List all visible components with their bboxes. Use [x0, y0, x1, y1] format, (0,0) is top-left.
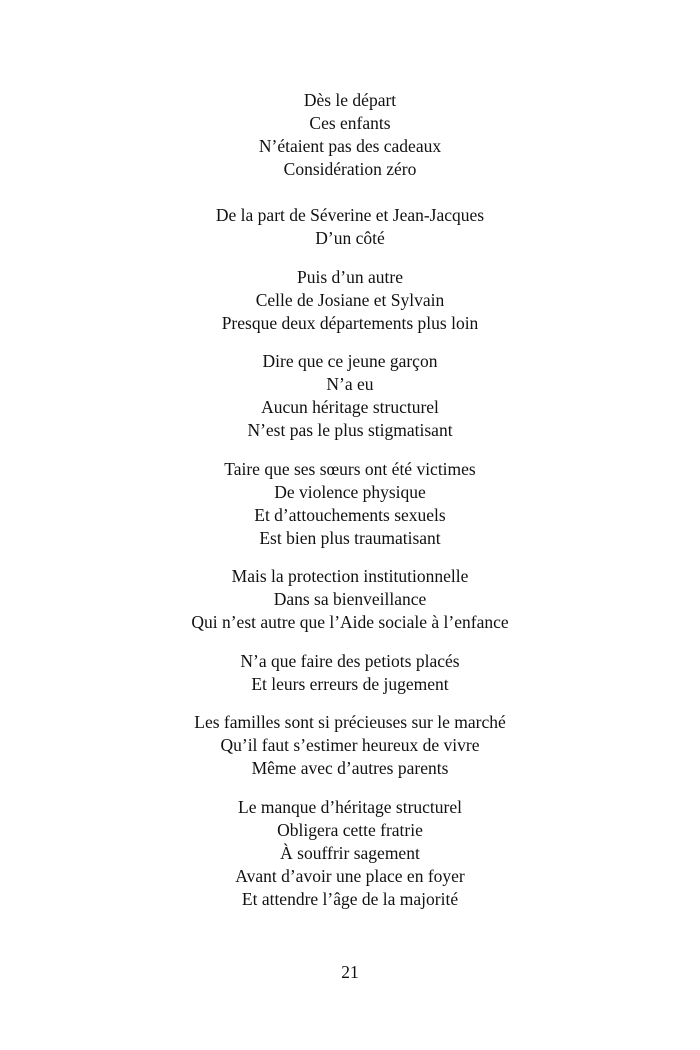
poem-line: Qu’il faut s’estimer heureux de vivre	[220, 735, 480, 755]
poem-line: Est bien plus traumatisant	[259, 527, 441, 548]
poem-line: Taire que ses sœurs ont été victimes	[224, 458, 476, 479]
poem-line: Qui n’est autre que l’Aide sociale à l’enfance	[191, 612, 509, 632]
poem-line: Dire que ce jeune garçon	[262, 351, 438, 371]
poem-line: Celle de Josiane et Sylvain	[255, 289, 445, 310]
poem-body	[0, 89, 700, 911]
stanza-6	[0, 565, 700, 634]
poem-line: Considération zéro	[283, 159, 417, 179]
poem-line: N’étaient pas des cadeaux	[258, 136, 442, 156]
poem-line: N’a que faire des petiots placés	[240, 650, 460, 671]
poem-line: De violence physique	[274, 481, 426, 502]
stanza-7	[0, 650, 700, 696]
poem-line: À souffrir sagement	[280, 842, 420, 863]
poem-line: Puis d’un autre	[297, 266, 403, 287]
poem-line: Les familles sont si précieuses sur le marché	[194, 712, 506, 732]
stanza-9	[0, 796, 700, 911]
poem-line: N’est pas le plus stigmatisant	[247, 420, 453, 440]
poem-line: Même avec d’autres parents	[251, 758, 449, 778]
page-number: 21	[341, 962, 359, 982]
poem-line: Et leurs erreurs de jugement	[251, 673, 449, 694]
poem-line: N’a eu	[326, 374, 374, 394]
poem-line: Aucun héritage structurel	[261, 397, 439, 417]
stanza-1	[0, 89, 700, 181]
poem-line: Et d’attouchements sexuels	[254, 504, 446, 525]
poem-line: Ces enfants	[309, 113, 391, 133]
poem-line: Avant d’avoir une place en foyer	[235, 865, 465, 886]
stanza-8	[0, 711, 700, 780]
poem-line: De la part de Séverine et Jean-Jacques	[215, 205, 485, 225]
poem-line: Le manque d’héritage structurel	[238, 796, 462, 817]
poem-line: Obligera cette fratrie	[277, 819, 423, 840]
poem-line: Presque deux départements plus loin	[221, 312, 479, 333]
stanza-5	[0, 458, 700, 550]
poem-line: Et attendre l’âge de la majorité	[241, 888, 459, 909]
stanza-3	[0, 266, 700, 335]
stanza-4	[0, 350, 700, 442]
poem-line: Mais la protection institutionnelle	[231, 566, 469, 586]
poem-line: D’un côté	[315, 228, 385, 248]
poem-line: Dès le départ	[303, 90, 397, 110]
poem-line: Dans sa bienveillance	[273, 589, 427, 609]
stanza-2	[0, 204, 700, 250]
